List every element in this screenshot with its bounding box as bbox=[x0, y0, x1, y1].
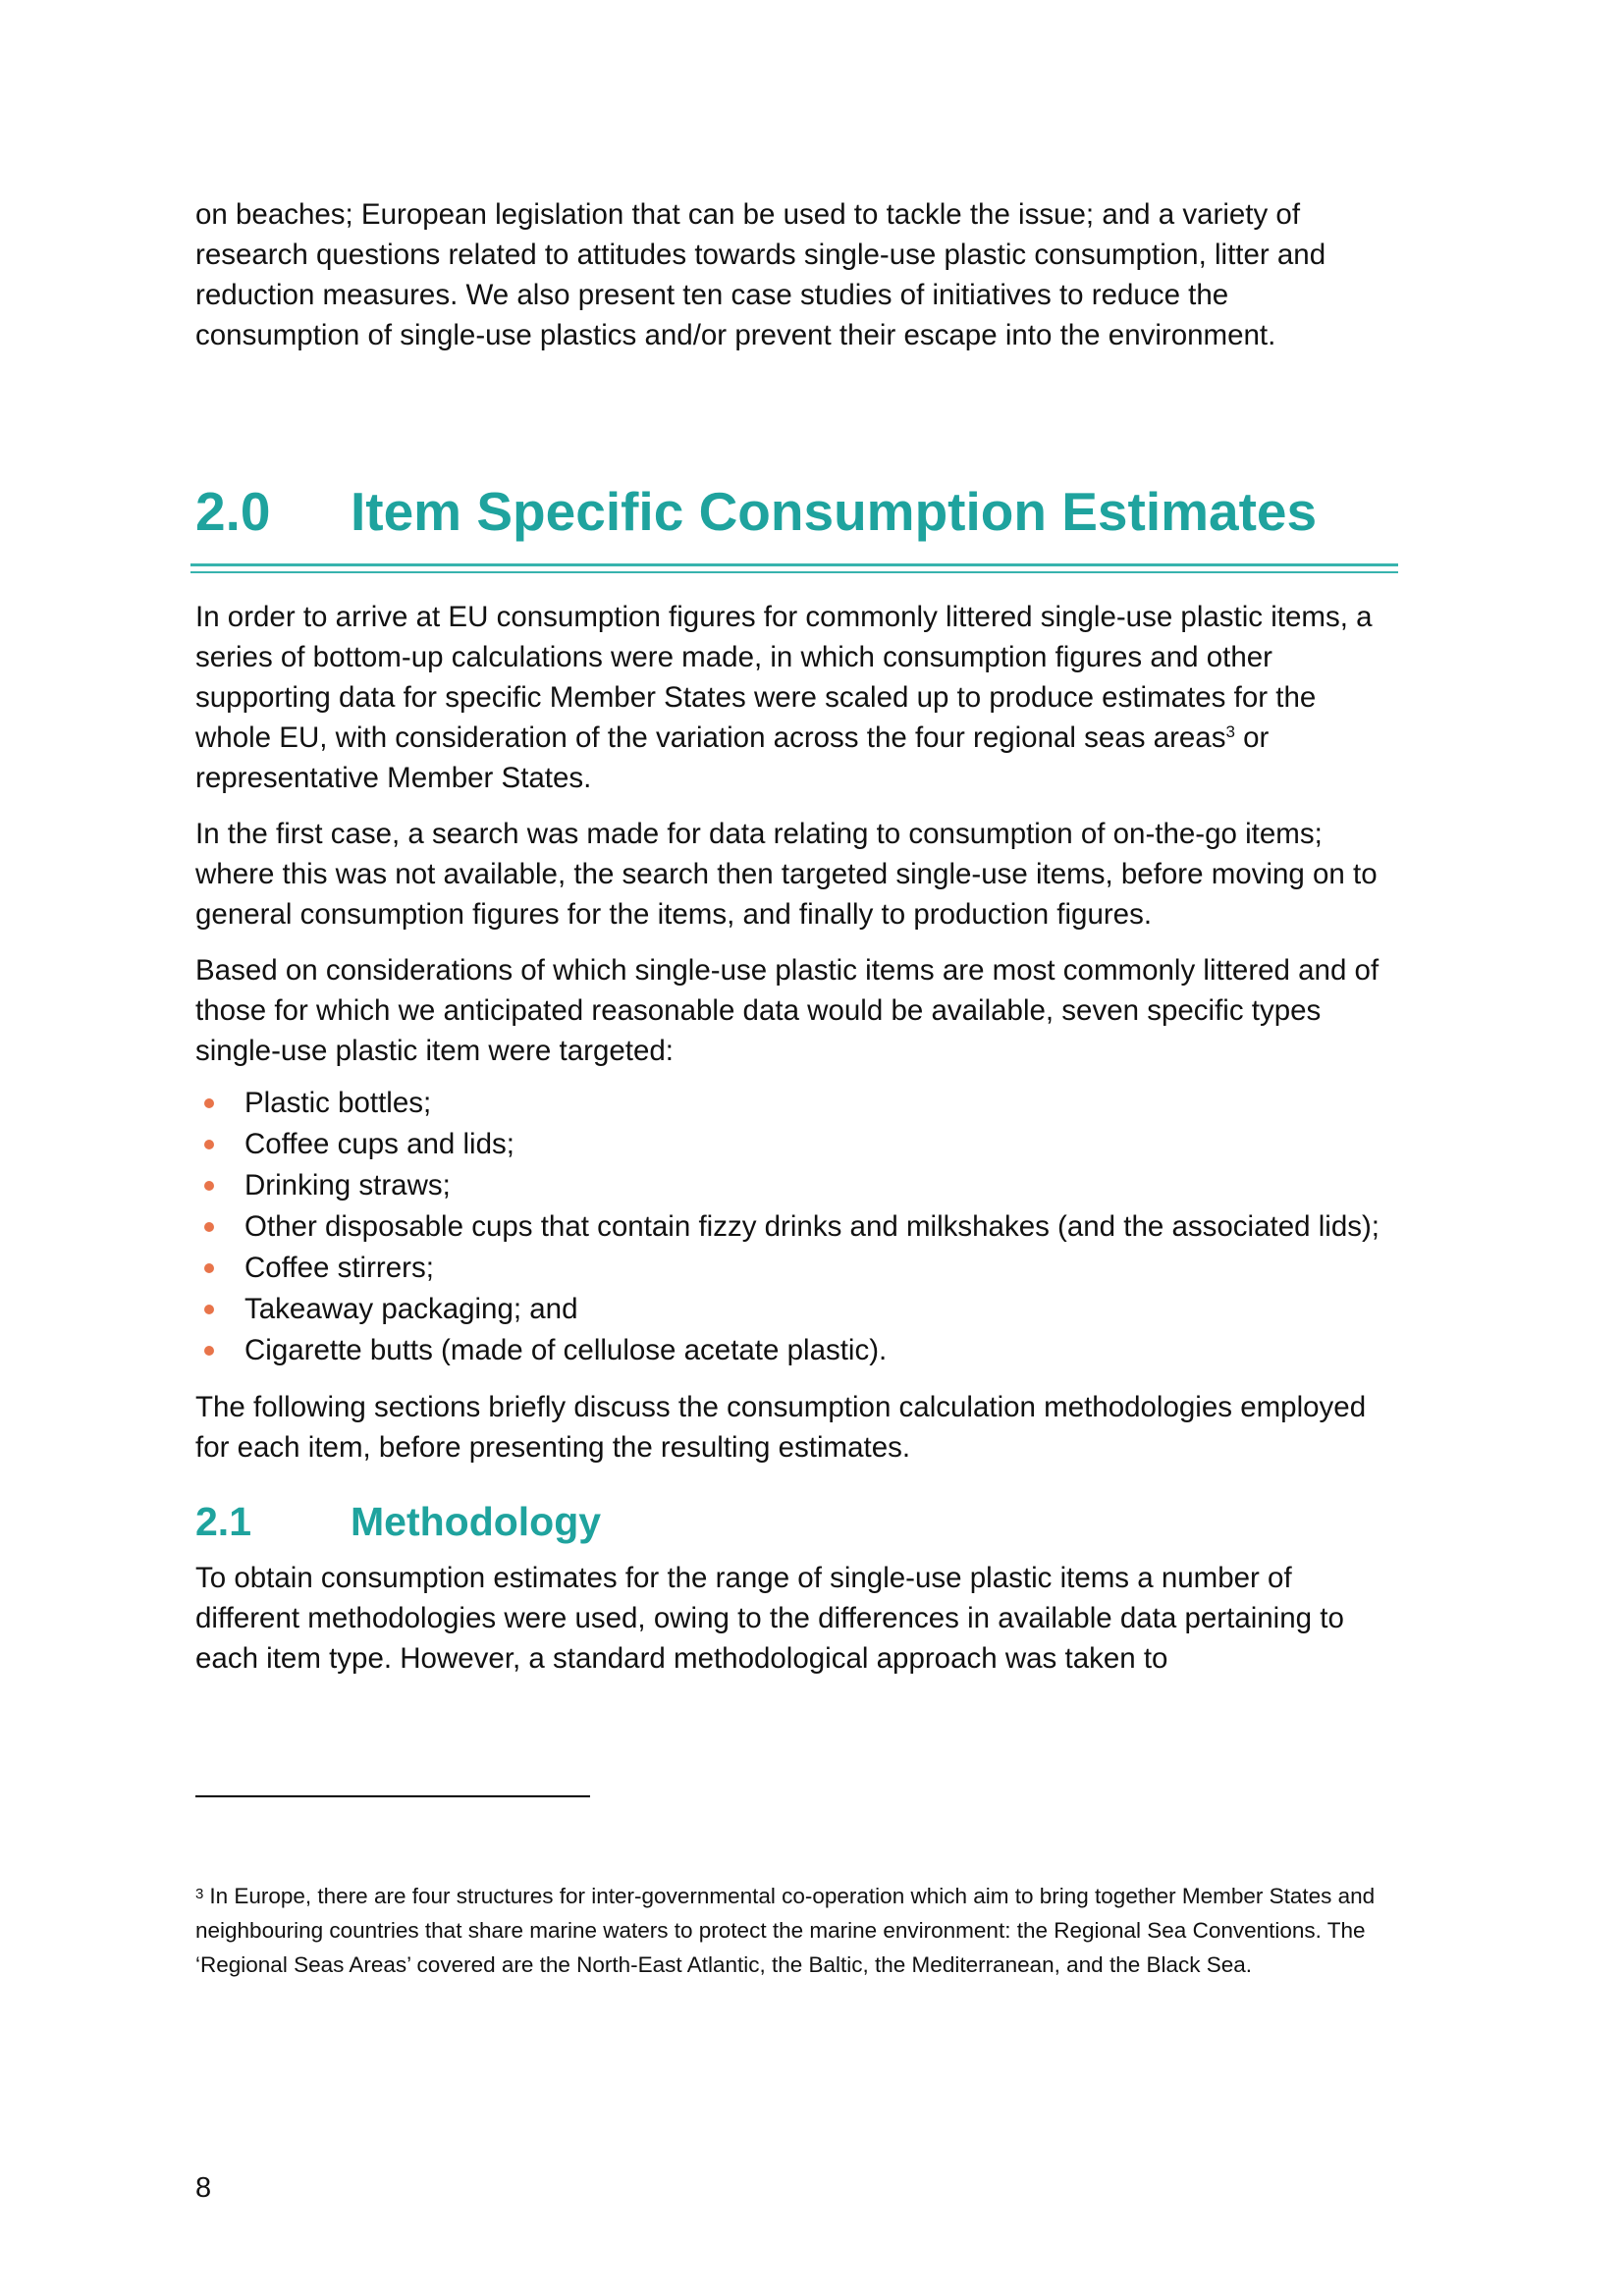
section-2-0-heading-wrap bbox=[195, 481, 1398, 573]
section-2-0-number: 2.0 bbox=[195, 481, 271, 542]
footnote-reference[interactable]: 3 bbox=[1225, 722, 1235, 741]
list-item bbox=[195, 1206, 1398, 1248]
section-2-1-heading bbox=[195, 1497, 1398, 1546]
list-item-text: Takeaway packaging; and bbox=[244, 1293, 578, 1325]
bullet-icon bbox=[204, 1140, 214, 1149]
list-item-text: Coffee cups and lids; bbox=[244, 1128, 514, 1160]
section-2-0-paragraph-4: The following sections briefly discuss the consumption calculation methodologies employed for each item, before presenting the resulting estimates. bbox=[195, 1391, 1367, 1464]
section-2-0-paragraph-2: In the first case, a search was made for data relating to consumption of on-the-go items; where this was not available, the search then targeted single-use items, before moving on to general consumption figures for the items, and finally to production figures. bbox=[195, 818, 1378, 931]
footnote-marker: 3 bbox=[195, 1886, 204, 1902]
section-2-0-paragraph-3: Based on considerations of which single-use plastic items are most commonly littered and of those for which we anticipated reasonable data would be available, seven specific types single-use plastic item were targeted: bbox=[195, 954, 1380, 1067]
list-item-text: Drinking straws; bbox=[244, 1169, 451, 1201]
footnote-text: In Europe, there are four structures for inter-governmental co-operation which aim to bring together Member States and neighbouring countries that share marine waters to protect the marine environment: the Regional Sea Conventions. The ‘Regional Seas Areas’ covered are the North-East Atlantic, the Baltic, the Mediterranean, and the Black Sea. bbox=[195, 1884, 1376, 1977]
section-2-0-heading bbox=[195, 481, 1398, 542]
bullet-icon bbox=[204, 1305, 214, 1314]
list-item bbox=[195, 1248, 1398, 1289]
list-item bbox=[195, 1289, 1398, 1330]
bullet-icon bbox=[204, 1181, 214, 1191]
section-2-0-body bbox=[195, 597, 1398, 1468]
item-bullet-list bbox=[195, 1083, 1398, 1371]
footnote-separator bbox=[195, 1795, 590, 1797]
heading-double-rule bbox=[190, 563, 1398, 573]
para1-tail: or representative Member States. bbox=[195, 721, 1270, 794]
list-item bbox=[195, 1124, 1398, 1165]
bullet-icon bbox=[204, 1098, 214, 1108]
bullet-icon bbox=[204, 1346, 214, 1356]
bullet-icon bbox=[204, 1222, 214, 1232]
section-2-0-title: Item Specific Consumption Estimates bbox=[351, 481, 1318, 542]
list-item-text: Other disposable cups that contain fizzy drinks and milkshakes (and the associated lids); bbox=[244, 1210, 1380, 1243]
list-item bbox=[195, 1330, 1398, 1371]
list-item bbox=[195, 1165, 1398, 1206]
list-item-text: Cigarette butts (made of cellulose acetate plastic). bbox=[244, 1334, 888, 1366]
bullet-icon bbox=[204, 1263, 214, 1273]
page-number: 8 bbox=[195, 2172, 212, 2204]
section-2-1-number: 2.1 bbox=[195, 1499, 251, 1544]
page-content bbox=[195, 194, 1398, 1679]
intro-paragraph: on beaches; European legislation that can be used to tackle the issue; and a variety of research questions related to attitudes towards single-use plastic consumption, litter and reduction measures. We also present ten case studies of initiatives to reduce the consumption of single-use plastics and/or prevent their escape into the environment. bbox=[195, 198, 1326, 351]
section-2-1-title: Methodology bbox=[351, 1499, 602, 1544]
list-item-text: Coffee stirrers; bbox=[244, 1252, 434, 1284]
section-2-1-paragraph-1: To obtain consumption estimates for the range of single-use plastic items a number of different methodologies were used, owing to the differences in available data pertaining to each item type. However, a standard methodological approach was taken to bbox=[195, 1562, 1344, 1675]
footnote bbox=[195, 1879, 1398, 1982]
section-2-0-paragraph-1 bbox=[195, 597, 1398, 798]
list-item bbox=[195, 1083, 1398, 1124]
para1-text: In order to arrive at EU consumption figures for commonly littered single-use plastic items, a series of bottom-up calculations were made, in which consumption figures and other supporting data for specific Member States were scaled up to produce estimates for the whole EU, with consideration of the variation across the four regional seas areas bbox=[195, 601, 1373, 754]
list-item-text: Plastic bottles; bbox=[244, 1087, 432, 1119]
